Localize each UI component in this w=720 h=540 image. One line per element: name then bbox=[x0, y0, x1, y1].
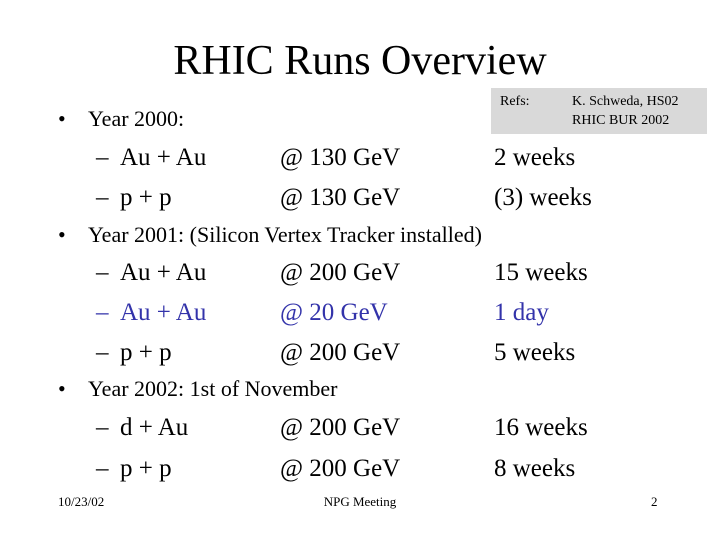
dash-icon: – bbox=[96, 414, 109, 441]
dash-icon: – bbox=[96, 455, 109, 482]
run-duration: (3) weeks bbox=[494, 184, 592, 211]
footer-date: 10/23/02 bbox=[58, 494, 105, 509]
refs-label: Refs: bbox=[500, 94, 530, 109]
run-energy: @ 200 GeV bbox=[280, 259, 401, 286]
run-particles: Au + Au bbox=[120, 299, 207, 326]
run-duration: 1 day bbox=[494, 299, 549, 326]
year-heading: Year 2002: 1st of November bbox=[88, 376, 338, 401]
run-energy: @ 130 GeV bbox=[280, 184, 401, 211]
ref-line: K. Schweda, HS02 bbox=[572, 94, 679, 109]
bullet-icon: • bbox=[58, 376, 66, 401]
slide-title: RHIC Runs Overview bbox=[173, 38, 547, 84]
bullet-icon: • bbox=[58, 222, 66, 247]
run-particles: Au + Au bbox=[120, 259, 207, 286]
footer-meeting: NPG Meeting bbox=[323, 494, 397, 509]
run-particles: Au + Au bbox=[120, 144, 207, 171]
dash-icon: – bbox=[96, 259, 109, 286]
run-particles: d + Au bbox=[120, 414, 189, 441]
run-energy: @ 130 GeV bbox=[280, 144, 401, 171]
bullet-icon: • bbox=[58, 106, 66, 131]
dash-icon: – bbox=[96, 144, 109, 171]
run-particles: p + p bbox=[120, 455, 172, 482]
ref-line: RHIC BUR 2002 bbox=[572, 113, 670, 128]
run-duration: 2 weeks bbox=[494, 144, 576, 171]
run-energy: @ 200 GeV bbox=[280, 414, 401, 441]
dash-icon: – bbox=[96, 339, 109, 366]
run-particles: p + p bbox=[120, 339, 172, 366]
run-particles: p + p bbox=[120, 184, 172, 211]
references-box bbox=[491, 88, 707, 134]
dash-icon: – bbox=[96, 299, 109, 326]
run-duration: 15 weeks bbox=[494, 259, 588, 286]
run-duration: 5 weeks bbox=[494, 339, 576, 366]
footer-page-number: 2 bbox=[651, 494, 658, 509]
run-duration: 8 weeks bbox=[494, 455, 576, 482]
year-heading: Year 2001: (Silicon Vertex Tracker installed) bbox=[88, 222, 482, 247]
run-energy: @ 20 GeV bbox=[280, 299, 388, 326]
run-energy: @ 200 GeV bbox=[280, 455, 401, 482]
run-energy: @ 200 GeV bbox=[280, 339, 401, 366]
dash-icon: – bbox=[96, 184, 109, 211]
year-heading: Year 2000: bbox=[88, 106, 185, 131]
run-duration: 16 weeks bbox=[494, 414, 588, 441]
